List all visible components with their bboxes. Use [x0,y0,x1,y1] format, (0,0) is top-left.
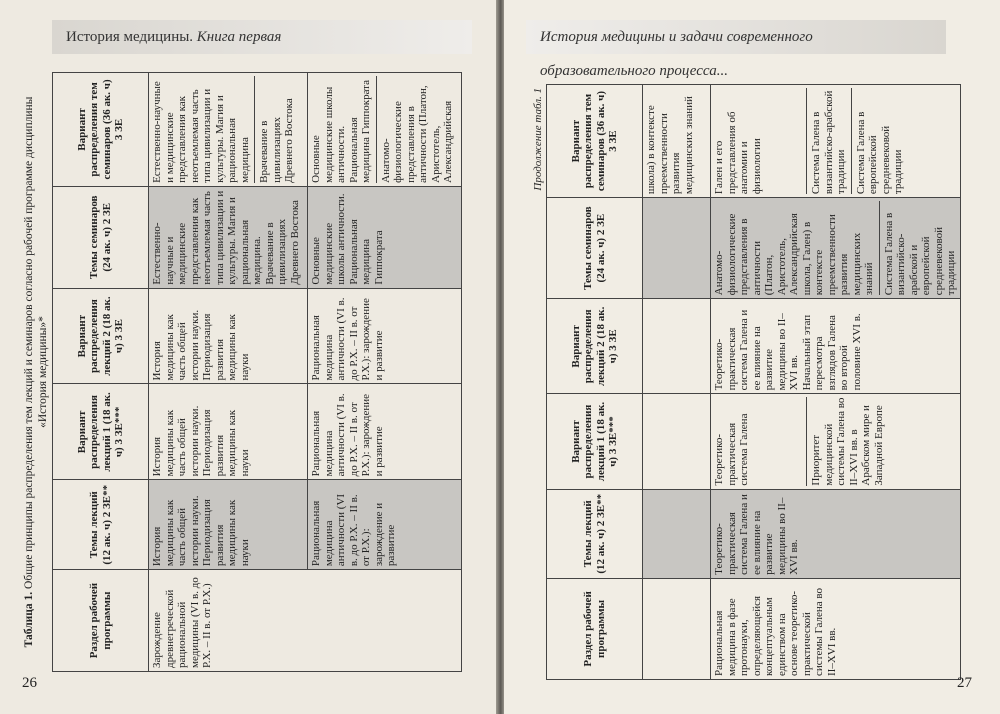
col-header-seminars: Темы семинаров (24 ак. ч) 2 ЗЕ [53,186,149,288]
col-header-seminars-var: Вариант распределения тем семинаров (36 ак. ч) 3 ЗЕ [53,73,149,187]
cell-section: Рациональная медицина в фазе протонауки, определяющейся концептуальным единством на основе теоретико-практической системы Галена во II–XVI вв. [711,578,961,679]
cell-seminars-var-a: Основные медицинские школы античности. Рациональная медицина Гиппократа [310,76,377,183]
page-number-left: 26 [22,675,37,691]
running-header-left [52,20,472,54]
col-header-lectures: Темы лекций (12 ак. ч) 2 ЗЕ** [53,480,149,570]
table-header-row [547,85,643,680]
col-header-lectures-var2: Вариант распределения лекций 2 (18 ак. ч) 3 ЗЕ [547,299,643,394]
cell-seminars-var: школа) в контексте преемственности развития медицинских знаний [643,85,711,198]
cell-section: Зарождение древнегреческой рациональной медицины (VI в. до Р.Х. – II в. от Р.Х.) [149,570,462,672]
table-header-row [53,73,149,672]
cell-seminars: Основные медицинские школы античности. Рациональная медицина Гиппократа [308,186,462,288]
cell-lectures [643,489,711,578]
cell-seminars-b: Система Галена в византийско-арабской и европейской средневековой традиции [882,212,957,296]
header-title-italic: Книга первая [196,29,282,45]
cell-lectures-var2 [643,299,711,394]
cell-seminars-var-c: Система Галена в европейской средневековой традиции [854,111,904,195]
cell-lectures: История медицины как часть общей истории науки. Периодизация развития медицины как науки [149,480,308,570]
header-title: История медицины и задачи современного образовательного процесса... [540,29,813,79]
cell-lectures-var1: Рациональная медицина античности (VI в. до Р.Х. – II в. от Р.Х.): зарождение и развитие [308,384,462,480]
table-row [711,85,961,680]
header-title-plain: История медицины. [66,29,194,45]
cell-seminars-var-b: Система Галена в византийско-арабской традиции [810,88,852,194]
col-header-lectures-var1: Вариант распределения лекций 1 (18 ак. ч) 3 ЗЕ*** [547,394,643,489]
cell-seminars: Естественно-научные и медицинские представления как неотъемлемая часть типа цивилизации и культуры. Магия и рациональная медицина. Врачевание в цивилизациях Древнего Востока [149,186,308,288]
cell-lectures-var1: История медицины как часть общей истории науки. Периодизация развития медицины как науки [149,384,308,480]
cell-seminars-var [308,73,462,187]
cell-lectures-var1 [711,394,961,489]
cell-seminars-var-a: Естественно-научные и медицинские представления как неотъемлемая часть типа цивилизации и культуры. Магия и рациональная медицина [151,76,255,183]
col-header-section: Раздел рабочей программы [53,570,149,672]
col-header-lectures-var2: Вариант распределения лекций 2 (18 ак. ч) 3 ЗЕ [53,288,149,384]
rotated-table-right [532,84,957,680]
cell-seminars-var-b: Анатомо-физиологические представления в античности (Платон, Аристотель, Александрийская [379,85,455,183]
right-page [504,0,1000,714]
table-caption-number: Таблица 1. [23,591,35,648]
cell-lectures-var1-a: Теоретико-практическая система Галена [713,397,807,485]
page-number-right: 27 [957,675,972,691]
cell-lectures: Рациональная медицина античности (VI в. до Р.Х. – II в. от Р.Х.): зарождение и развитие [308,480,462,570]
cell-lectures-var2: Рациональная медицина античности (VI в. до Р.Х. – II в. от Р.Х.): зарождение и развитие [308,288,462,384]
cell-lectures-var2: История медицины как часть общей истории науки. Периодизация развития медицины как науки [149,288,308,384]
cell-seminars-var [149,73,308,187]
table-row [149,73,308,672]
cell-seminars [643,198,711,299]
cell-seminars [711,198,961,299]
col-header-seminars-var: Вариант распределения тем семинаров (36 ак. ч) 3 ЗЕ [547,85,643,198]
running-header-right [526,20,946,79]
cell-lectures: Теоретико-практическая система Галена и ее влияние на развитие медицины во II–XVI вв. [711,489,961,578]
col-header-seminars: Темы семинаров (24 ак. ч) 2 ЗЕ [547,198,643,299]
rotated-table-left [22,72,484,672]
cell-lectures-var1 [643,394,711,489]
curriculum-table-left [52,72,462,672]
cell-section [643,578,711,679]
cell-seminars-a: Анатомо-физиологические представления в античности (Платон, Аристотель, Александрийская школа, Гален) в контексте преемственности развития медицинских знаний [713,201,880,295]
cell-lectures-var2: Теоретико-практическая система Галена и ее влияние на развитие медицины во II–XVI вв. Начальный этап пересмотра взглядов Галена во второй половине XVI в. [711,299,961,394]
curriculum-table-right [546,84,961,680]
table-row [643,85,711,680]
col-header-lectures-var1: Вариант распределения лекций 1 (18 ак. ч) 3 ЗЕ*** [53,384,149,480]
table-caption [22,72,50,672]
cell-seminars-var-a: Гален и его представления об анатомии и физиологии [713,88,807,194]
cell-seminars-var [711,85,961,198]
table-continuation-label: Продолжение табл. 1 [532,88,544,191]
left-page [0,0,496,714]
cell-lectures-var1-b: Приоритет медицинской системы Галена во II–XVI вв. в Арабском мире и Западной Европе [810,397,885,486]
col-header-section: Раздел рабочей программы [547,578,643,679]
table-caption-text: Общие принципы распределения тем лекций и семинаров согласно рабочей программе дисциплины «История медицины»* [23,96,49,589]
cell-seminars-var-b: Врачевание в цивилизациях Древнего Востока [258,98,295,183]
col-header-lectures: Темы лекций (12 ак. ч) 2 ЗЕ** [547,489,643,578]
